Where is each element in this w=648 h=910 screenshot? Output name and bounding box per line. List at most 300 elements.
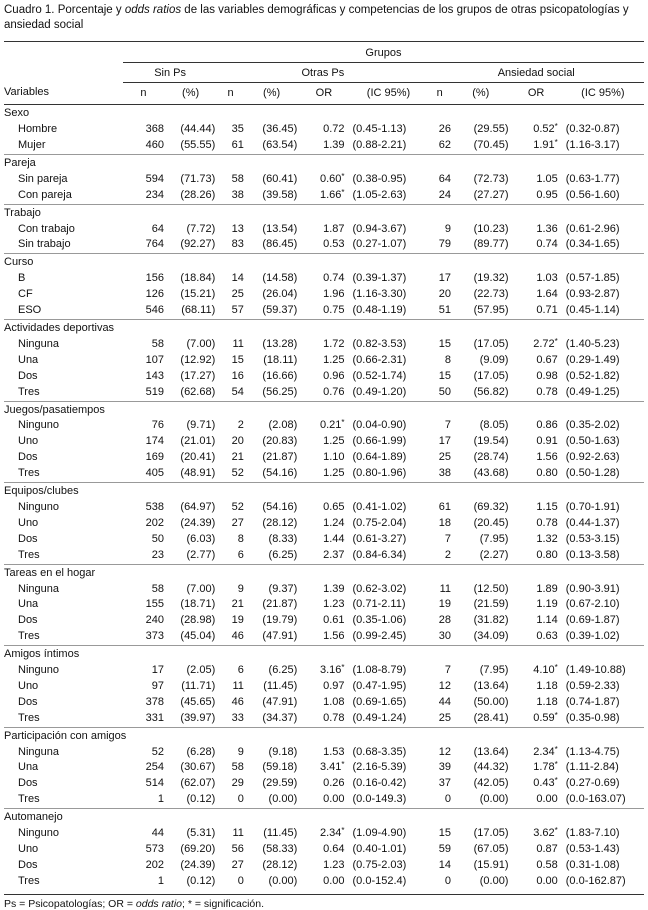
table-row — [4, 138, 644, 154]
table-cell: (47.91) — [262, 695, 298, 708]
table-cell: (0.66-1.99) — [352, 435, 407, 448]
table-cell: (0.93-2.87) — [565, 288, 620, 301]
table-cell: 1.08 — [323, 695, 345, 708]
table-cell: 62 — [438, 139, 452, 152]
table-cell: (68.11) — [181, 304, 216, 317]
section-title: Juegos/pasatiempos — [4, 401, 644, 418]
table-cell: 0 — [237, 793, 244, 806]
table-cell: (7.72) — [186, 222, 216, 235]
significance-marker: * — [554, 744, 558, 754]
table-cell: 460 — [145, 139, 164, 152]
table-cell: 1.25 — [323, 435, 345, 448]
table-cell: (13.54) — [262, 222, 298, 235]
table-row — [4, 874, 644, 890]
table-cell: (28.74) — [473, 451, 509, 464]
row-label: Uno — [18, 516, 39, 529]
table-cell: (0.84-6.34) — [352, 548, 407, 561]
table-cell: (28.12) — [262, 858, 298, 871]
table-cell: 155 — [145, 598, 164, 611]
significance-marker: * — [554, 760, 558, 770]
table-cell: (0.49-1.20) — [352, 385, 407, 398]
row-label: Dos — [18, 777, 38, 790]
table-cell: (0.90-3.91) — [565, 582, 620, 595]
table-cell: (50.00) — [473, 695, 509, 708]
table-cell: 6 — [237, 664, 244, 677]
table-row — [4, 434, 644, 450]
row-label: Con pareja — [18, 188, 72, 201]
section-row — [4, 254, 644, 271]
table-cell: 3.16* — [319, 663, 345, 677]
table-cell: 174 — [145, 435, 164, 448]
table-cell: (30.67) — [180, 761, 216, 774]
table-cell: 11 — [232, 337, 244, 350]
table-cell: 2 — [444, 548, 452, 561]
row-label: Tres — [18, 874, 40, 887]
table-cell: 44 — [151, 827, 164, 840]
row-label: Tres — [18, 467, 40, 480]
table-cell: 25 — [231, 288, 244, 301]
table-cell: (54.16) — [262, 467, 298, 480]
col-n: n — [227, 86, 234, 99]
table-cell: (0.63-1.77) — [565, 172, 620, 185]
table-cell: (2.77) — [186, 548, 216, 561]
table-cell: (0.0-162.87) — [565, 874, 626, 887]
row-label: ESO — [18, 304, 42, 317]
table-cell: (69.32) — [473, 500, 509, 513]
table-cell: 59 — [438, 843, 452, 855]
table-cell: 24 — [438, 188, 452, 201]
table-cell: 11 — [232, 679, 244, 692]
table-cell: (0.67-2.10) — [565, 598, 620, 611]
table-cell: 28 — [438, 614, 452, 627]
table-cell: 0.52* — [533, 122, 558, 136]
row-label: Ninguno — [18, 827, 59, 840]
table-cell: 1.39 — [323, 139, 345, 152]
table-cell: 64 — [151, 222, 164, 235]
table-cell: 25 — [438, 711, 452, 724]
row-label: Uno — [18, 679, 39, 692]
table-cell: 8 — [444, 353, 452, 366]
table-row — [4, 695, 644, 711]
table-cell: 0.71 — [536, 304, 558, 317]
table-cell: 0 — [444, 793, 452, 806]
table-cell: 1.03 — [536, 272, 558, 285]
table-cell: 202 — [145, 516, 164, 529]
table-cell: 0.97 — [323, 679, 345, 692]
table-cell: (57.95) — [473, 304, 509, 317]
table-cell: (71.73) — [180, 172, 216, 185]
table-cell: 4.10* — [533, 663, 558, 677]
table-cell: 12 — [438, 679, 452, 692]
table-cell: 58 — [151, 582, 164, 595]
col-ic: (IC 95%) — [366, 86, 411, 99]
table-cell: 3.41* — [319, 760, 345, 774]
table-cell: (0.48-1.19) — [352, 304, 407, 317]
table-cell: (6.28) — [186, 745, 216, 758]
section-row — [4, 483, 644, 500]
table-cell: 0.63 — [536, 630, 558, 643]
table-row — [4, 369, 644, 385]
table-cell: 83 — [231, 238, 244, 251]
table-row — [4, 792, 644, 808]
table-cell: 0.60* — [319, 171, 345, 185]
table-cell: (45.65) — [180, 695, 216, 708]
table-cell: 52 — [231, 467, 244, 480]
table-cell: (0.34-1.65) — [565, 238, 620, 251]
table-cell: 373 — [145, 630, 164, 643]
table-cell: 107 — [145, 353, 164, 366]
table-cell: (0.49-1.25) — [565, 385, 620, 398]
table-cell: (0.53-3.15) — [565, 532, 620, 545]
table-cell: 2.34* — [319, 826, 345, 840]
caption-text-b: de las variables demográficas y competencias de los grupos de otras psicopatologías y ansiedad social — [4, 4, 629, 31]
table-row — [4, 222, 644, 238]
significance-marker: * — [341, 826, 345, 836]
table-cell: (0.13-3.58) — [565, 548, 620, 561]
table-cell: (0.94-3.67) — [352, 222, 407, 235]
table-cell: (0.00) — [268, 793, 298, 806]
table-cell: 0.00 — [536, 874, 558, 887]
row-label: Tres — [18, 793, 40, 806]
row-label: Sin trabajo — [18, 238, 71, 251]
table-cell: 0.80 — [536, 548, 558, 561]
table-cell: 58 — [231, 761, 244, 774]
table-cell: (1.09-4.90) — [352, 827, 407, 840]
significance-marker: * — [341, 171, 345, 181]
table-cell: (19.32) — [473, 272, 509, 285]
table-cell: (15.91) — [473, 858, 509, 871]
table-cell: (1.05-2.63) — [352, 188, 407, 201]
table-cell: (18.84) — [180, 272, 216, 285]
section-row — [4, 809, 644, 826]
table-cell: 1.89 — [536, 582, 558, 595]
table-cell: (21.01) — [180, 435, 216, 448]
table-cell: 1.23 — [323, 598, 345, 611]
sin-ps-header: Sin Ps — [123, 62, 217, 82]
table-cell: (0.39-1.37) — [352, 272, 407, 285]
table-cell: (0.52-1.74) — [352, 369, 407, 382]
table-cell: 21 — [231, 598, 244, 611]
table-cell: 7 — [444, 532, 452, 545]
table-cell: (0.88-2.21) — [352, 139, 407, 152]
table-cell: (62.68) — [180, 385, 216, 398]
table-cell: 0.78 — [323, 711, 345, 724]
table-cell: (59.37) — [262, 304, 298, 317]
table-cell: (15.21) — [180, 288, 216, 301]
table-cell: (24.39) — [180, 858, 216, 871]
table-cell: 6 — [237, 548, 244, 561]
row-label: Dos — [18, 532, 38, 545]
table-cell: 1.18 — [536, 679, 558, 692]
table-cell: (14.58) — [262, 272, 298, 285]
table-cell: (6.25) — [268, 664, 298, 677]
row-label: Una — [18, 761, 39, 774]
table-cell: (29.55) — [473, 123, 509, 136]
table-cell: 1.15 — [536, 500, 558, 513]
table-cell: (0.50-1.28) — [565, 467, 620, 480]
table-row — [4, 711, 644, 727]
table-cell: 0.21* — [319, 418, 345, 432]
table-cell: (45.04) — [180, 630, 216, 643]
table-cell: (34.37) — [262, 711, 298, 724]
table-row — [4, 418, 644, 434]
table-cell: 519 — [145, 385, 164, 398]
table-cell: 17 — [151, 664, 164, 677]
table-row — [4, 337, 644, 353]
table-cell: (8.33) — [268, 532, 298, 545]
table-cell: (10.23) — [473, 222, 509, 235]
table-row — [4, 548, 644, 564]
row-label: Tres — [18, 630, 40, 643]
table-cell: (6.03) — [186, 532, 216, 545]
table-cell: (55.55) — [180, 139, 216, 152]
section-title: Tareas en el hogar — [4, 564, 644, 581]
row-label: Hombre — [18, 123, 58, 136]
table-cell: 19 — [438, 598, 452, 611]
section-title: Trabajo — [4, 204, 644, 221]
table-cell: (17.05) — [473, 337, 509, 350]
table-cell: (43.68) — [473, 467, 509, 480]
table-cell: (0.35-1.06) — [352, 614, 407, 627]
row-label: Dos — [18, 858, 38, 871]
table-cell: (0.35-0.98) — [565, 711, 620, 724]
table-cell: 0.65 — [323, 500, 345, 513]
table-cell: 15 — [438, 827, 452, 840]
table-cell: (5.31) — [186, 827, 216, 840]
table-cell: (0.00) — [479, 874, 509, 887]
row-label: Sin pareja — [18, 172, 68, 185]
table-cell: (2.08) — [268, 419, 298, 432]
table-cell: (21.59) — [473, 598, 509, 611]
table-cell: 38 — [231, 188, 244, 201]
table-cell: (1.16-3.17) — [565, 139, 620, 152]
table-cell: 58 — [231, 172, 244, 185]
table-cell: 1.64 — [536, 288, 558, 301]
table-cell: (28.41) — [473, 711, 509, 724]
table-cell: 1.36 — [536, 222, 558, 235]
table-cell: 11 — [439, 582, 452, 595]
table-cell: 19 — [231, 614, 244, 627]
table-cell: (48.91) — [180, 467, 216, 480]
table-cell: (69.20) — [180, 843, 216, 855]
section-row — [4, 154, 644, 171]
table-cell: 1.78* — [533, 760, 558, 774]
table-cell: (86.45) — [262, 238, 298, 251]
significance-marker: * — [554, 138, 558, 148]
otras-ps-header: Otras Ps — [217, 62, 428, 82]
table-cell: (0.27-1.07) — [352, 238, 407, 251]
footnote-text-b: ; * = significación. — [182, 897, 265, 910]
table-cell: (7.00) — [186, 337, 216, 350]
table-row — [4, 466, 644, 482]
table-cell: 143 — [145, 369, 164, 382]
table-cell: (0.61-3.27) — [352, 532, 407, 545]
table-cell: 25 — [438, 451, 452, 464]
significance-marker: * — [341, 760, 345, 770]
table-row — [4, 237, 644, 253]
table-cell: (92.27) — [180, 238, 216, 251]
table-cell: 378 — [145, 695, 164, 708]
table-cell: (60.41) — [262, 172, 298, 185]
table-cell: (54.16) — [262, 500, 298, 513]
row-label: Mujer — [18, 139, 46, 152]
table-cell: (28.12) — [262, 516, 298, 529]
table-cell: (89.77) — [473, 238, 509, 251]
table-cell: (9.37) — [268, 582, 298, 595]
table-row — [4, 532, 644, 548]
table-cell: (0.74-1.87) — [565, 695, 620, 708]
table-cell: 37 — [438, 777, 452, 790]
row-label: Dos — [18, 695, 38, 708]
table-cell: 15 — [231, 353, 244, 366]
table-cell: 17 — [438, 435, 452, 448]
table-cell: (62.07) — [180, 777, 216, 790]
table-cell: (18.11) — [263, 353, 298, 366]
table-cell: 0.00 — [536, 793, 558, 806]
table-cell: 0.76 — [323, 385, 345, 398]
table-cell: (13.64) — [473, 745, 509, 758]
table-cell: (0.70-1.91) — [565, 500, 620, 513]
table-cell: 169 — [145, 451, 164, 464]
table-cell: (19.54) — [473, 435, 509, 448]
table-cell: 1.56 — [323, 630, 345, 643]
col-n: n — [436, 86, 443, 99]
table-cell: (0.64-1.89) — [352, 451, 407, 464]
table-cell: 33 — [231, 711, 244, 724]
section-row — [4, 320, 644, 337]
table-cell: 0.95 — [536, 188, 558, 201]
table-cell: 0.58 — [536, 858, 558, 871]
table-cell: (64.97) — [180, 500, 216, 513]
table-cell: 1.96 — [323, 288, 345, 301]
table-cell: 13 — [231, 222, 244, 235]
table-row — [4, 760, 644, 776]
table-cell: (0.62-3.02) — [352, 582, 407, 595]
table-cell: (16.66) — [262, 369, 298, 382]
table-cell: 1 — [157, 874, 164, 887]
caption-text-italic: odds ratios — [124, 4, 182, 16]
table-cell: 594 — [145, 172, 164, 185]
table-cell: (0.27-0.69) — [565, 777, 620, 790]
table-cell: 29 — [231, 777, 244, 790]
table-cell: (9.09) — [479, 353, 509, 366]
table-cell: 23 — [151, 548, 164, 561]
table-cell: 2.72* — [533, 336, 558, 350]
table-cell: (21.87) — [262, 451, 298, 464]
table-cell: 0.59* — [533, 710, 558, 724]
table-cell: (0.0-163.07) — [565, 793, 626, 806]
table-cell: 11 — [232, 827, 244, 840]
table-cell: (59.18) — [262, 761, 298, 774]
section-title: Curso — [4, 254, 644, 271]
table-cell: (22.73) — [473, 288, 509, 301]
significance-marker: * — [554, 663, 558, 673]
table-cell: 0.61 — [323, 614, 345, 627]
table-cell: (0.40-1.01) — [352, 843, 407, 855]
significance-marker: * — [341, 663, 345, 673]
table-cell: (0.47-1.95) — [352, 679, 407, 692]
table-cell: 52 — [231, 500, 244, 513]
table-cell: 1.10 — [323, 451, 345, 464]
table-cell: 8 — [237, 532, 244, 545]
table-row — [4, 500, 644, 516]
table-cell: 39 — [438, 761, 452, 774]
table-cell: 14 — [231, 272, 244, 285]
section-row — [4, 727, 644, 744]
row-label: Tres — [18, 711, 40, 724]
row-label: Uno — [18, 843, 39, 855]
col-or: OR — [315, 86, 333, 99]
table-cell: 61 — [438, 500, 452, 513]
table-row — [4, 629, 644, 645]
table-cell: (9.18) — [268, 745, 298, 758]
table-cell: 27 — [231, 516, 244, 529]
col-pct: (%) — [263, 86, 281, 99]
table-cell: 254 — [145, 761, 164, 774]
section-row — [4, 204, 644, 221]
table-cell: (0.75-2.03) — [352, 858, 407, 871]
table-cell: 58 — [151, 337, 164, 350]
table-cell: 64 — [438, 172, 452, 185]
table-cell: (1.13-4.75) — [565, 745, 620, 758]
table-row — [4, 679, 644, 695]
table-cell: 15 — [438, 369, 452, 382]
table-cell: 0.87 — [536, 843, 558, 855]
table-row — [4, 516, 644, 532]
table-cell: (0.66-2.31) — [352, 353, 407, 366]
table-cell: (8.05) — [479, 419, 509, 432]
table-cell: 61 — [231, 139, 244, 152]
table-cell: 331 — [145, 711, 164, 724]
table-cell: (0.0-152.4) — [352, 874, 407, 887]
table-cell: (20.45) — [473, 516, 509, 529]
table-cell: (0.16-0.42) — [352, 777, 407, 790]
table-caption — [4, 3, 644, 33]
row-label: Una — [18, 353, 39, 366]
table-cell: (0.80-1.96) — [352, 467, 407, 480]
row-label: Tres — [18, 548, 40, 561]
table-cell: 368 — [145, 123, 164, 136]
table-cell: (19.79) — [262, 614, 298, 627]
table-cell: (34.09) — [473, 630, 509, 643]
table-cell: (2.05) — [186, 664, 216, 677]
section-title: Pareja — [4, 154, 644, 171]
table-cell: (0.99-2.45) — [352, 630, 407, 643]
table-cell: (0.12) — [186, 793, 216, 806]
table-body — [4, 105, 644, 890]
table-row — [4, 353, 644, 369]
table-cell: 35 — [231, 123, 244, 136]
table-cell: (29.59) — [262, 777, 298, 790]
table-cell: 1.19 — [536, 598, 558, 611]
table-cell: 56 — [231, 843, 244, 855]
table-cell: 234 — [145, 188, 164, 201]
table-cell: 573 — [145, 843, 164, 855]
table-cell: (56.25) — [262, 385, 298, 398]
table-cell: (0.39-1.02) — [565, 630, 620, 643]
table-header — [4, 42, 644, 105]
table-cell: 0.78 — [536, 516, 558, 529]
ansiedad-header: Ansiedad social — [428, 62, 644, 82]
table-cell: 38 — [438, 467, 452, 480]
section-title: Actividades deportivas — [4, 320, 644, 337]
table-cell: 0.91 — [536, 435, 558, 448]
table-cell: 126 — [145, 288, 164, 301]
table-cell: 1.87 — [323, 222, 345, 235]
section-row — [4, 564, 644, 581]
col-pct: (%) — [182, 86, 200, 99]
table-row — [4, 776, 644, 792]
